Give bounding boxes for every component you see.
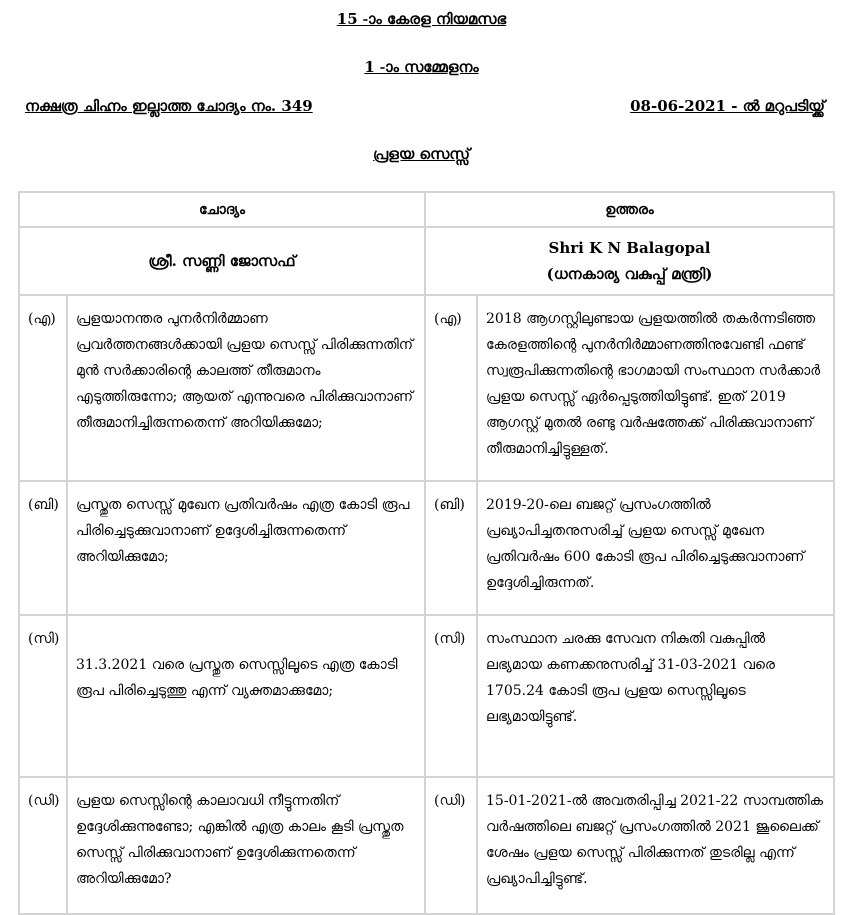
persons-row <box>19 227 834 295</box>
question-column-header: ചോദ്യം <box>19 192 425 227</box>
answered-by-cell <box>425 227 834 295</box>
answer-label: (എ) <box>425 295 477 481</box>
table-row <box>19 481 834 615</box>
table-row <box>19 777 834 914</box>
question-number: നക്ഷത്ര ചിഹ്നം ഇല്ലാത്ത ചോദ്യം നം. 349 <box>25 97 313 115</box>
session-heading: 1 -ാം സമ്മേളനം <box>364 58 479 76</box>
answer-text: 15-01-2021-ൽ അവതരിപ്പിച്ച 2021-22 സാമ്പത്തിക വർഷത്തിലെ ബജറ്റ് പ്രസംഗത്തിൽ 2021 ജൂലൈക്ക് ശേഷം പ്രളയ സെസ്സ് പിരിക്കുന്നത് തുടരില്ല എന്ന് പ്രഖ്യാപിച്ചിട്ടുണ്ട്. <box>477 777 834 914</box>
answered-by-name: Shri K N Balagopal <box>548 239 711 257</box>
question-label: (എ) <box>19 295 67 481</box>
answer-label: (സി) <box>425 615 477 777</box>
question-text: പ്രസ്തുത സെസ്സ് മുഖേന പ്രതിവർഷം എത്ര കോടി രൂപ പിരിച്ചെടുക്കുവാനാണ് ഉദ്ദേശിച്ചിരുന്നതെന്ന് അറിയിക്കുമോ; <box>67 481 425 615</box>
question-label: (ഡി) <box>19 777 67 914</box>
question-label: (സി) <box>19 615 67 777</box>
answer-label: (ഡി) <box>425 777 477 914</box>
answer-column-header: ഉത്തരം <box>425 192 834 227</box>
answer-text: സംസ്ഥാന ചരക്കു സേവന നികുതി വകുപ്പിൽ ലഭ്യമായ കണക്കനുസരിച്ച് 31-03-2021 വരെ 1705.24 കോടി രൂപ പ്രളയ സെസ്സിലൂടെ ലഭ്യമായിട്ടുണ്ട്. <box>477 615 834 777</box>
table-header-row <box>19 192 834 227</box>
question-text: 31.3.2021 വരെ പ്രസ്തുത സെസ്സിലൂടെ എത്ര കോടി രൂപ പിരിച്ചെടുത്തു എന്ന് വ്യക്തമാക്കുമോ; <box>67 615 425 777</box>
subject-heading: പ്രളയ സെസ്സ് <box>373 145 470 163</box>
answer-text: 2019-20-ലെ ബജറ്റ് പ്രസംഗത്തിൽ പ്രഖ്യാപിച്ചതനുസരിച്ച് പ്രളയ സെസ്സ് മുഖേന പ്രതിവർഷം 600 കോടി രൂപ പിരിച്ചെടുക്കുവാനാണ് ഉദ്ദേശിച്ചിരുന്നത്. <box>477 481 834 615</box>
assembly-heading: 15 -ാം കേരള നിയമസഭ <box>336 10 507 28</box>
answer-text: 2018 ആഗസ്റ്റിലുണ്ടായ പ്രളയത്തിൽ തകർന്നടിഞ്ഞ കേരളത്തിന്റെ പുനർനിർമ്മാണത്തിനുവേണ്ടി ഫണ്ട് സ്വരൂപിക്കുന്നതിന്റെ ഭാഗമായി സംസ്ഥാന സർക്കാർ പ്രളയ സെസ്സ് ഏർപ്പെടുത്തിയിട്ടുണ്ട്. ഇത് 2019 ആഗസ്റ്റ് മുതൽ രണ്ടു വർഷത്തേക്ക് പിരിക്കുവാനാണ് തീരുമാനിച്ചിട്ടുള്ളത്. <box>477 295 834 481</box>
answer-label: (ബി) <box>425 481 477 615</box>
answered-by-department: (ധനകാര്യ വകുപ്പ് മന്ത്രി) <box>546 265 713 283</box>
asked-by: ശ്രീ. സണ്ണി ജോസഫ് <box>19 227 425 295</box>
table-row <box>19 295 834 481</box>
table-row <box>19 615 834 777</box>
answer-date: 08-06-2021 - ൽ മറുപടിയ്ക്ക് <box>630 97 825 115</box>
question-text: പ്രളയാനന്തര പുനർനിർമ്മാണ പ്രവർത്തനങ്ങൾക്കായി പ്രളയ സെസ്സ് പിരിക്കുന്നതിന് മുൻ സർക്കാരിന്റെ കാലത്ത് തീരുമാനം എടുത്തിരുന്നോ; ആയത് എന്നുവരെ പിരിക്കുവാനാണ് തീരുമാനിച്ചിരുന്നതെന്ന് അറിയിക്കുമോ; <box>67 295 425 481</box>
question-text: പ്രളയ സെസ്സിന്റെ കാലാവധി നീട്ടുന്നതിന് ഉദ്ദേശിക്കുന്നുണ്ടോ; എങ്കിൽ എത്ര കാലം കൂടി പ്രസ്തുത സെസ്സ് പിരിക്കുവാനാണ് ഉദ്ദേശിക്കുന്നതെന്ന് അറിയിക്കുമോ? <box>67 777 425 914</box>
question-label: (ബി) <box>19 481 67 615</box>
question-answer-table <box>18 191 835 915</box>
